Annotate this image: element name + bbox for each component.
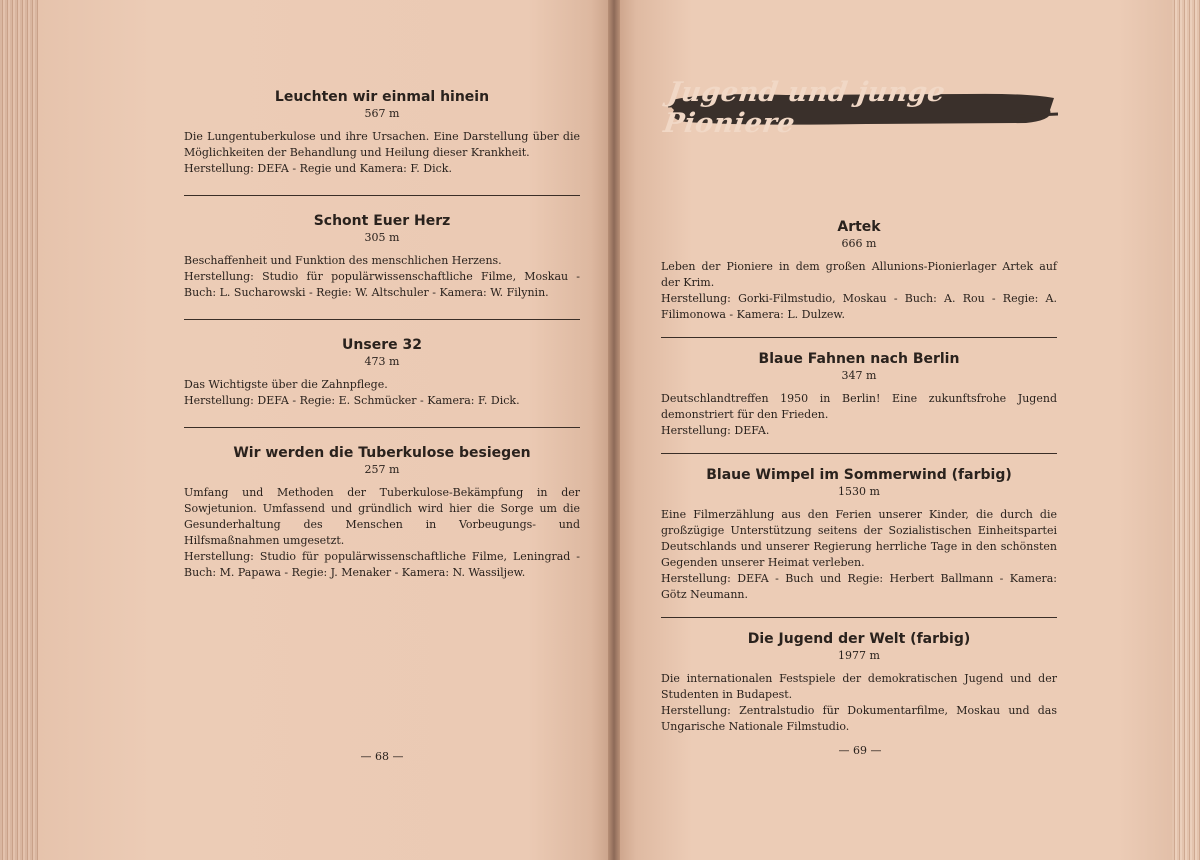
film-title: Blaue Fahnen nach Berlin xyxy=(758,351,960,367)
film-entry xyxy=(661,350,1057,439)
film-credits: Herstellung: DEFA - Buch und Regie: Herbert Ballmann - Kamera: Götz Neumann. xyxy=(661,572,1057,601)
film-length: 1530 m xyxy=(838,485,880,498)
film-entry xyxy=(661,466,1057,603)
film-length: 567 m xyxy=(364,107,400,120)
film-description: Deutschlandtreffen 1950 in Berlin! Eine zukunftsfrohe Jugend demonstriert für den Frieden. xyxy=(661,392,1057,421)
page-number-right: — 69 — xyxy=(838,744,882,757)
book-gutter xyxy=(608,0,620,860)
left-page-content xyxy=(184,88,580,581)
film-description: Das Wichtigste über die Zahnpflege. xyxy=(184,378,388,391)
section-heading: Jugend und junge Pioniere xyxy=(661,77,948,139)
film-length: 666 m xyxy=(841,237,877,250)
page-number-left: — 68 — xyxy=(360,750,404,763)
right-page-content xyxy=(661,218,1057,735)
film-entry xyxy=(184,336,580,409)
section-heading-banner xyxy=(661,77,1058,139)
film-credits: Herstellung: Studio für populärwissenschaftliche Filme, Leningrad - Buch: M. Papawa - Regie: J. Menaker - Kamera: N. Wassiljew. xyxy=(184,550,580,579)
page-edges-right xyxy=(1172,0,1200,860)
film-credits: Herstellung: Gorki-Filmstudio, Moskau - Buch: A. Rou - Regie: A. Filimonowa - Kamera: L. Dulzew. xyxy=(661,292,1057,321)
film-description: Beschaffenheit und Funktion des menschlichen Herzens. xyxy=(184,254,502,267)
film-title: Artek xyxy=(837,219,881,235)
film-description: Die internationalen Festspiele der demokratischen Jugend und der Studenten in Budapest. xyxy=(661,672,1057,701)
film-credits: Herstellung: DEFA. xyxy=(661,424,770,437)
film-length: 305 m xyxy=(364,231,400,244)
film-entry xyxy=(184,88,580,177)
film-entry xyxy=(184,444,580,581)
film-length: 1977 m xyxy=(838,649,880,662)
film-credits: Herstellung: DEFA - Regie und Kamera: F. Dick. xyxy=(184,162,452,175)
film-description: Eine Filmerzählung aus den Ferien unserer Kinder, die durch die großzügige Unterstützung seitens der Sozialistischen Einheitspartei Deutschlands und unserer Regierung herrliche Tage in den schönsten Gegenden unserer Heimat verleben. xyxy=(661,508,1057,569)
film-length: 347 m xyxy=(841,369,877,382)
film-description: Umfang und Methoden der Tuberkulose-Bekämpfung in der Sowjetunion. Umfassend und gründlich wird hier die Sorge um die Gesunderhaltung des Menschen in Vorbeugungs- und Hilfsmaßnahmen umgesetzt. xyxy=(184,486,580,547)
film-credits: Herstellung: Zentralstudio für Dokumentarfilme, Moskau und das Ungarische Nationale Filmstudio. xyxy=(661,704,1057,733)
film-length: 257 m xyxy=(364,463,400,476)
film-credits: Herstellung: Studio für populärwissenschaftliche Filme, Moskau - Buch: L. Sucharowski - Regie: W. Altschuler - Kamera: W. Filynin. xyxy=(184,270,580,299)
film-title: Wir werden die Tuberkulose besiegen xyxy=(233,445,531,461)
film-credits: Herstellung: DEFA - Regie: E. Schmücker - Kamera: F. Dick. xyxy=(184,394,520,407)
film-entry xyxy=(184,212,580,301)
film-title: Unsere 32 xyxy=(342,337,422,353)
page-edges-left xyxy=(0,0,40,860)
film-title: Blaue Wimpel im Sommerwind (farbig) xyxy=(706,467,1012,483)
film-title: Die Jugend der Welt (farbig) xyxy=(747,631,971,647)
film-description: Leben der Pioniere in dem großen Allunions-Pionierlager Artek auf der Krim. xyxy=(661,260,1057,289)
film-title: Schont Euer Herz xyxy=(313,213,451,229)
film-description: Die Lungentuberkulose und ihre Ursachen. Eine Darstellung über die Möglichkeiten der Behandlung und Heilung dieser Krankheit. xyxy=(184,130,580,159)
film-entry xyxy=(661,218,1057,323)
film-length: 473 m xyxy=(364,355,400,368)
film-title: Leuchten wir einmal hinein xyxy=(274,89,490,105)
film-entry xyxy=(661,630,1057,735)
